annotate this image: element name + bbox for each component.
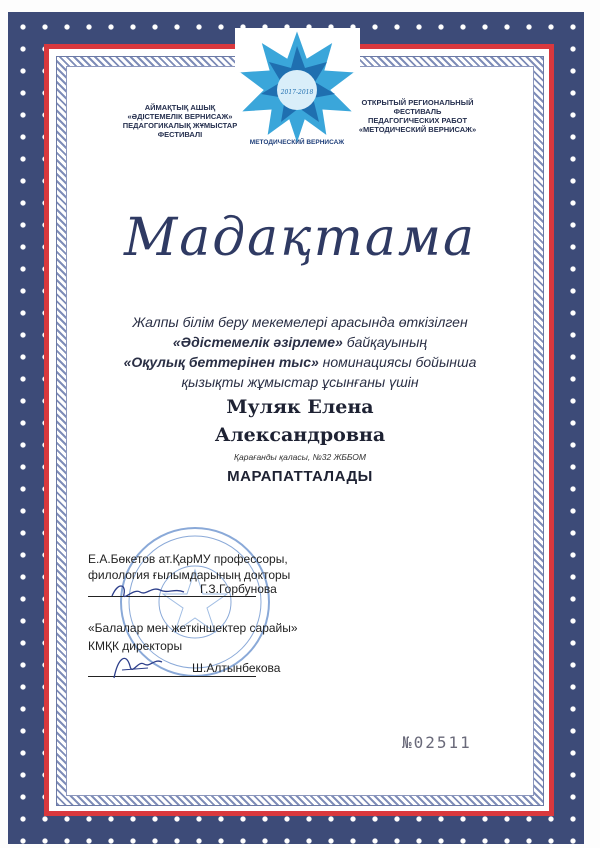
- signature-1-scribble-icon: [108, 580, 188, 604]
- body-line-2: [0, 334, 600, 350]
- logo-years: 2017-2018: [280, 89, 314, 96]
- signature-1-name: Г.З.Горбунова: [200, 582, 277, 596]
- body-line-3-rest: номинациясы бойынша: [318, 354, 477, 370]
- recipient-school: Қарағанды қаласы, №32 ЖББОМ: [234, 452, 366, 462]
- signature-2-name: Ш.Алтынбекова: [192, 661, 281, 675]
- signature-1-title-line1: Е.А.Бөкетов ат.ҚарМУ профессоры,: [88, 552, 288, 566]
- header-right-line1: ОТКРЫТЫЙ РЕГИОНАЛЬНЫЙ: [361, 98, 474, 107]
- header-left: [100, 103, 260, 139]
- body-line-4: қызықты жұмыстар ұсынғаны үшін: [181, 374, 419, 390]
- header-right-line2: ФЕСТИВАЛЬ: [393, 107, 442, 116]
- signature-2-title-line2: КМҚК директоры: [88, 639, 183, 653]
- recipient-name-line1: Муляк Елена: [226, 396, 374, 418]
- certificate-title: Мадақтама: [123, 208, 477, 268]
- nomination-name: «Оқулық беттерінен тыс»: [123, 354, 319, 370]
- body-line-3: [0, 354, 600, 370]
- signature-2-scribble-icon: [108, 648, 168, 684]
- contest-name: «Әдістемелік әзірлеме»: [172, 334, 343, 350]
- header-left-line3: ПЕДАГОГИКАЛЫҚ ЖҰМЫСТАР ФЕСТИВАЛІ: [122, 121, 238, 139]
- header-left-line1: АЙМАҚТЫҚ АШЫҚ: [144, 103, 216, 112]
- signature-1-title-line2: филология ғылымдарының докторы: [88, 568, 291, 582]
- header-right-line4: «МЕТОДИЧЕСКИЙ ВЕРНИСАЖ»: [358, 125, 477, 134]
- signature-2-title-line1: «Балалар мен жеткіншектер сарайы»: [88, 621, 298, 635]
- header-right-line3: ПЕДАГОГИЧЕСКИХ РАБОТ: [367, 116, 468, 125]
- recipient-name-line2: Александровна: [214, 424, 386, 446]
- logo-caption: МЕТОДИЧЕСКИЙ ВЕРНИСАЖ: [249, 139, 345, 146]
- header-right: [350, 98, 485, 134]
- awarded-label: МАРАПАТТАЛАДЫ: [227, 468, 373, 485]
- serial-number: №02511: [402, 733, 472, 752]
- header-left-line2: «ӘДІСТЕМЕЛІК ВЕРНИСАЖ»: [127, 112, 233, 121]
- body-line-1: Жалпы білім беру мекемелері арасында өткізілген: [132, 314, 468, 330]
- body-line-2-rest: байқауының: [342, 334, 428, 350]
